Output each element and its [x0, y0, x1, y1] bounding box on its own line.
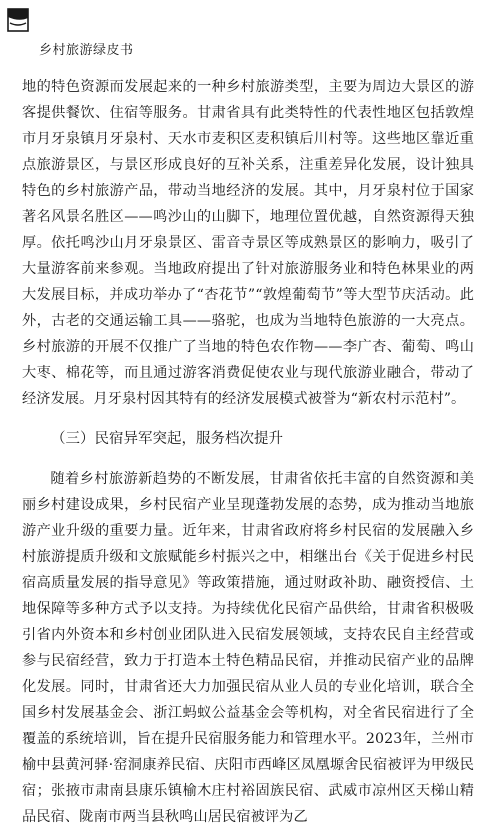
page-body: [22, 74, 474, 830]
body-paragraph: 地的特色资源而发展起来的一种乡村旅游类型，主要为周边大景区的游客提供餐饮、住宿等服务。甘肃省具有此类特性的代表性地区包括敦煌市月牙泉镇月牙泉村、天水市麦积区麦积镇后川村等。这些地区靠近重点旅游景区，与景区形成良好的互补关系，注重差异化发展，设计独具特色的乡村旅游产品，带动当地经济的发展。其中，月牙泉村位于国家著名风景名胜区——鸣沙山的山脚下，地理位置优越，自然资源得天独厚。依托鸣沙山月牙泉景区、雷音寺景区等成熟景区的影响力，吸引了大量游客前来参观。当地政府提出了针对旅游服务业和特色林果业的两大发展目标，并成功举办了“杏花节”“敦煌葡萄节”等大型节庆活动。此外，古老的交通运输工具——骆驼，也成为当地特色旅游的一大亮点。乡村旅游的开展不仅推广了当地的特色农作物——李广杏、葡萄、鸣山大枣、棉花等，而且通过游客消费促使农业与现代旅游业融合，带动了经济发展。月牙泉村因其特有的经济发展模式被誉为“新农村示范村”。: [22, 79, 474, 407]
book-logo-icon: [7, 8, 29, 32]
section-heading: （三）民宿异军突起，服务档次提升: [51, 431, 283, 447]
header-title: 乡村旅游绿皮书: [39, 43, 134, 58]
page-header: [0, 0, 495, 66]
body-paragraph: 随着乡村旅游新趋势的不断发展，甘肃省依托丰富的自然资源和美丽乡村建设成果，乡村民宿产业呈现蓬勃发展的态势，成为推动当地旅游产业升级的重要力量。近年来，甘肃省政府将乡村民宿的发展融入乡村旅游提质升级和文旅赋能乡村振兴之中，相继出台《关于促进乡村民宿高质量发展的指导意见》等政策措施，通过财政补助、融资授信、土地保障等多种方式予以支持。为持续优化民宿产品供给，甘肃省积极吸引省内外资本和乡村创业团队进入民宿发展领域，支持农民自主经营或参与民宿经营，致力于打造本土特色精品民宿，并推动民宿产业的品牌化发展。同时，甘肃省还大力加强民宿从业人员的专业化培训，联合全国乡村发展基金会、浙江蚂蚁公益基金会等机构，对全省民宿进行了全覆盖的系统培训，旨在提升民宿服务能力和管理水平。2023年，兰州市榆中县黄河驿·窑洞康养民宿、庆阳市西峰区凤凰塬舍民宿被评为甲级民宿；张掖市肃南县康乐镇榆木庄村裕固族民宿、武威市凉州区天梯山精品民宿、陇南市两当县秋鸣山居民宿被评为乙: [22, 471, 474, 825]
